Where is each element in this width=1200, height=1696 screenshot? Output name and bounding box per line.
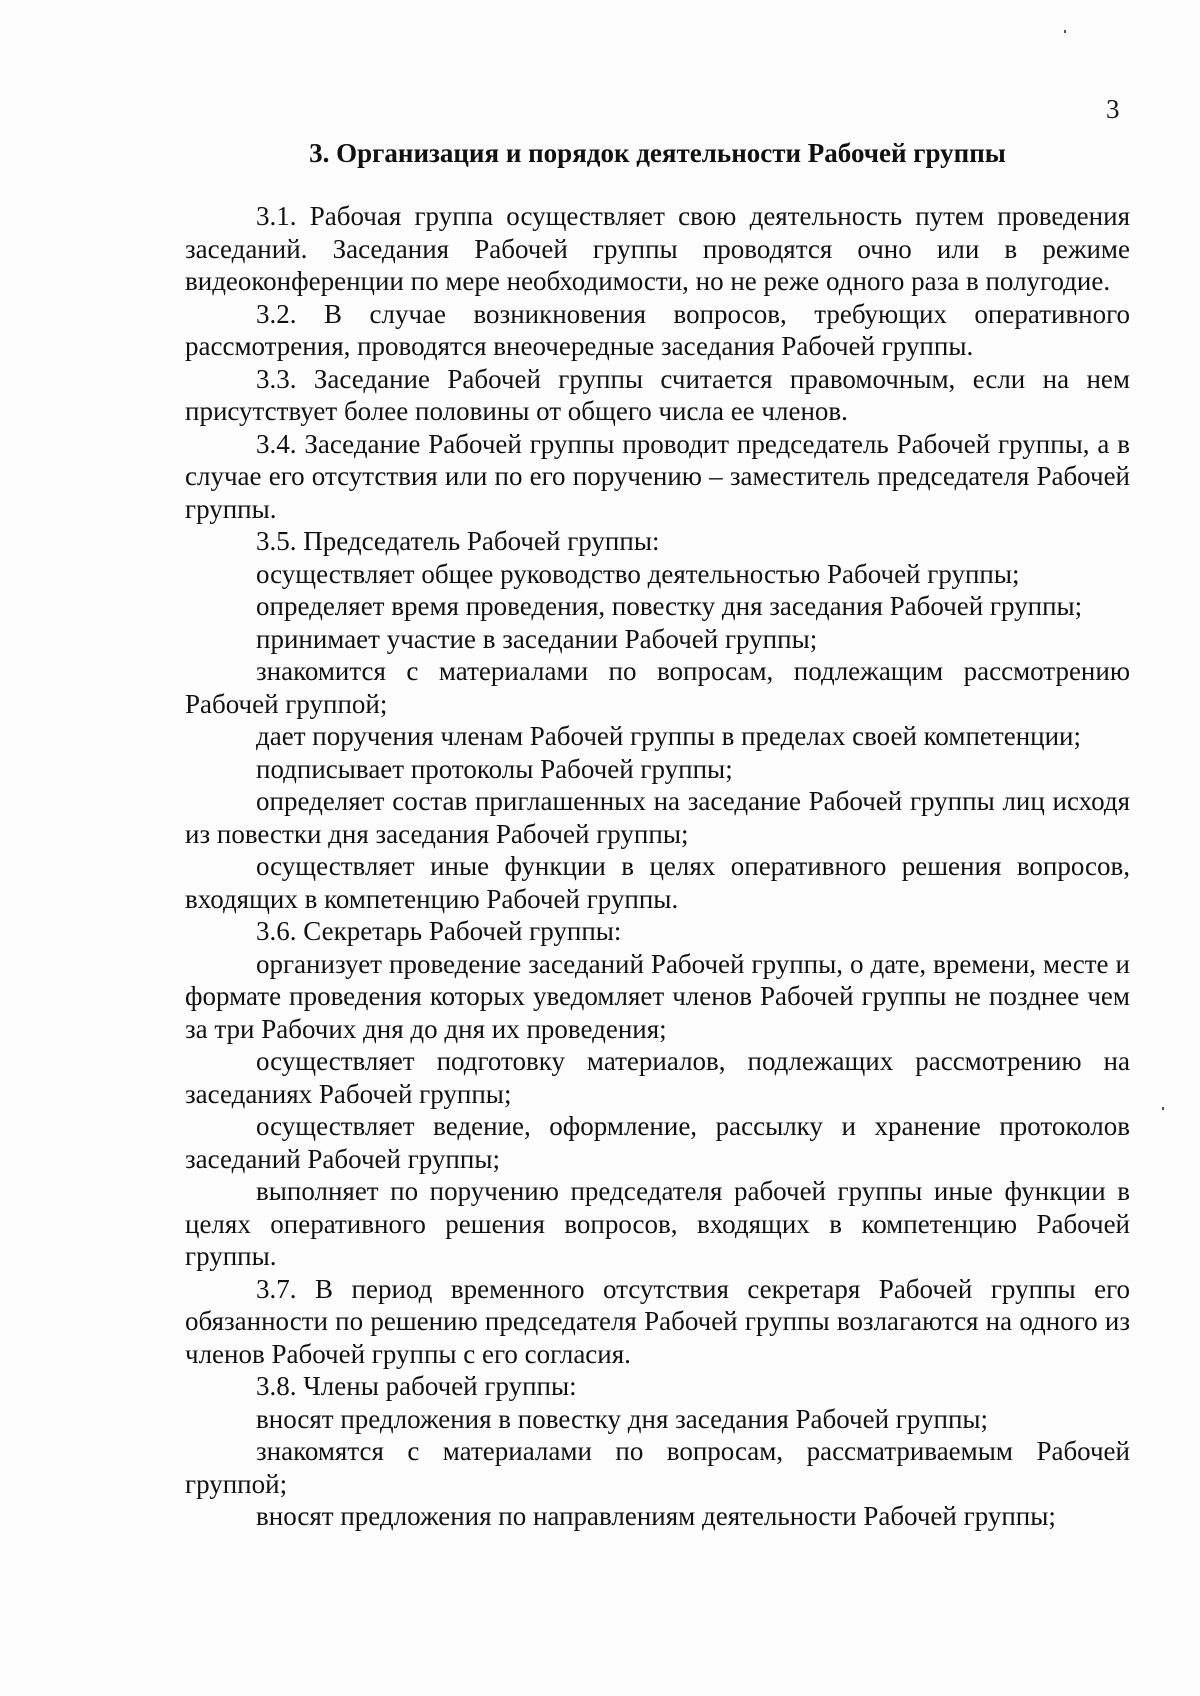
paragraph: 3.2. В случае возникновения вопросов, требующих оперативного рассмотрения, проводятся внеочередные заседания Рабочей группы. bbox=[185, 298, 1130, 361]
paragraph: осуществляет ведение, оформление, рассылку и хранение протоколов заседаний Рабочей группы; bbox=[185, 1111, 1130, 1174]
paragraph: 3.4. Заседание Рабочей группы проводит председатель Рабочей группы, а в случае его отсутствия или по его поручению – заместитель председателя Рабочей группы. bbox=[185, 428, 1130, 524]
scan-speck bbox=[1162, 1107, 1164, 1110]
paragraph: 3.6. Секретарь Рабочей группы: bbox=[256, 916, 622, 946]
paragraph: определяет состав приглашенных на заседание Рабочей группы лиц исходя из повестки дня заседания Рабочей группы; bbox=[185, 786, 1130, 849]
paragraph: осуществляет иные функции в целях оперативного решения вопросов, входящих в компетенцию Рабочей группы. bbox=[185, 851, 1130, 914]
paragraph: выполняет по поручению председателя рабочей группы иные функции в целях оперативного решения вопросов, входящих в компетенцию Рабочей группы. bbox=[185, 1176, 1130, 1271]
section-body bbox=[185, 200, 1130, 1533]
paragraph: дает поручения членам Рабочей группы в пределах своей компетенции; bbox=[256, 721, 1081, 751]
paragraph: 3.8. Члены рабочей группы: bbox=[256, 1371, 577, 1401]
paragraph: 3.1. Рабочая группа осуществляет свою деятельность путем проведения заседаний. Заседания Рабочей группы проводятся очно или в режиме видеоконференции по мере необходимости, но не реже одного раза в полугодие. bbox=[185, 201, 1130, 296]
paragraph: принимает участие в заседании Рабочей группы; bbox=[256, 623, 818, 654]
scan-speck bbox=[1064, 30, 1066, 33]
paragraph: 3.7. В период временного отсутствия секретаря Рабочей группы его обязанности по решению председателя Рабочей группы возлагаются на одного из членов Рабочей группы с его согласия. bbox=[185, 1273, 1130, 1369]
paragraph: осуществляет подготовку материалов, подлежащих рассмотрению на заседаниях Рабочей группы; bbox=[185, 1046, 1130, 1109]
page-number: 3 bbox=[1106, 94, 1120, 124]
paragraph: 3.3. Заседание Рабочей группы считается правомочным, если на нем присутствует более половины от общего числа ее членов. bbox=[185, 363, 1130, 426]
paragraph: знакомятся с материалами по вопросам, рассматриваемым Рабочей группой; bbox=[185, 1436, 1130, 1499]
section-title: 3. Организация и порядок деятельности Рабочей группы bbox=[309, 138, 1006, 168]
paragraph: организует проведение заседаний Рабочей группы, о дате, времени, месте и формате проведения которых уведомляет членов Рабочей группы не позднее чем за три Рабочих дня до дня их проведения; bbox=[185, 948, 1130, 1044]
paragraph: подписывает протоколы Рабочей группы; bbox=[256, 753, 733, 784]
paragraph: осуществляет общее руководство деятельностью Рабочей группы; bbox=[256, 558, 1020, 589]
paragraph: определяет время проведения, повестку дня заседания Рабочей группы; bbox=[256, 591, 1083, 621]
paragraph: 3.5. Председатель Рабочей группы: bbox=[256, 526, 660, 556]
paragraph: знакомится с материалами по вопросам, подлежащим рассмотрению Рабочей группой; bbox=[185, 656, 1130, 719]
paragraph: вносят предложения по направлениям деятельности Рабочей группы; bbox=[256, 1501, 1056, 1531]
paragraph: вносят предложения в повестку дня заседания Рабочей группы; bbox=[256, 1403, 989, 1434]
